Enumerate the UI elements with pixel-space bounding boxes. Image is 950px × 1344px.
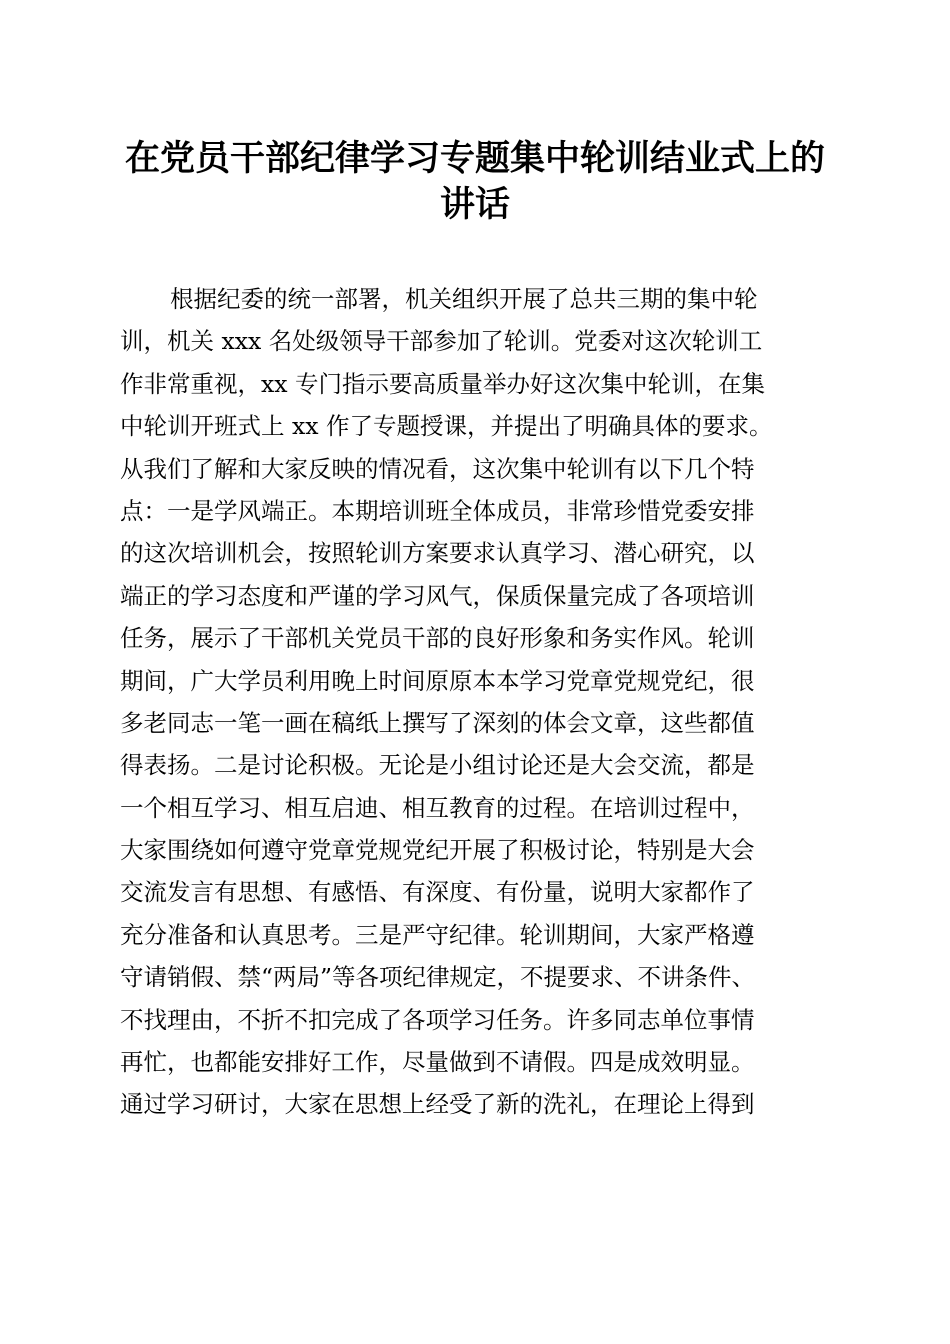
body-line: 中轮训开班式上 xx 作了专题授课，并提出了明确具体的要求。: [120, 412, 773, 441]
body-line: 任务，展示了干部机关党员干部的良好形象和务实作风。轮训: [120, 624, 755, 653]
document-title: [90, 136, 860, 228]
body-line: 不找理由，不折不扣完成了各项学习任务。许多同志单位事情: [120, 1005, 755, 1034]
document-title-line: 讲话: [439, 184, 510, 225]
body-line: 得表扬。二是讨论积极。无论是小组讨论还是大会交流，都是: [120, 751, 755, 780]
body-line: 再忙，也都能安排好工作，尽量做到不请假。四是成效明显。: [120, 1048, 755, 1077]
body-line: 交流发言有思想、有感悟、有深度、有份量，说明大家都作了: [120, 878, 755, 907]
body-line: 从我们了解和大家反映的情况看，这次集中轮训有以下几个特: [120, 454, 755, 483]
body-line: 的这次培训机会，按照轮训方案要求认真学习、潜心研究，以: [120, 539, 755, 568]
document-body: [120, 278, 835, 1126]
document-title-line: 在党员干部纪律学习专题集中轮训结业式上的: [124, 138, 825, 179]
body-line: 多老同志一笔一画在稿纸上撰写了深刻的体会文章，这些都值: [120, 708, 755, 737]
body-line: 一个相互学习、相互启迪、相互教育的过程。在培训过程中，: [120, 793, 755, 822]
body-line: 端正的学习态度和严谨的学习风气，保质保量完成了各项培训: [120, 581, 755, 610]
body-line: 大家围绕如何遵守党章党规党纪开展了积极讨论，特别是大会: [120, 836, 755, 865]
body-line: 点：一是学风端正。本期培训班全体成员，非常珍惜党委安排: [120, 496, 755, 525]
body-line: 充分准备和认真思考。三是严守纪律。轮训期间，大家严格遵: [120, 920, 755, 949]
body-line: 根据纪委的统一部署，机关组织开展了总共三期的集中轮: [170, 285, 758, 313]
body-line: 期间，广大学员利用晚上时间原原本本学习党章党规党纪，很: [120, 666, 755, 695]
body-line: 通过学习研讨，大家在思想上经受了新的洗礼，在理论上得到: [120, 1090, 755, 1119]
body-line: 作非常重视，xx 专门指示要高质量举办好这次集中轮训，在集: [120, 369, 765, 398]
body-line: 守请销假、禁“两局”等各项纪律规定，不提要求、不讲条件、: [120, 963, 756, 992]
body-line: 训，机关 xxx 名处级领导干部参加了轮训。党委对这次轮训工: [120, 327, 763, 356]
